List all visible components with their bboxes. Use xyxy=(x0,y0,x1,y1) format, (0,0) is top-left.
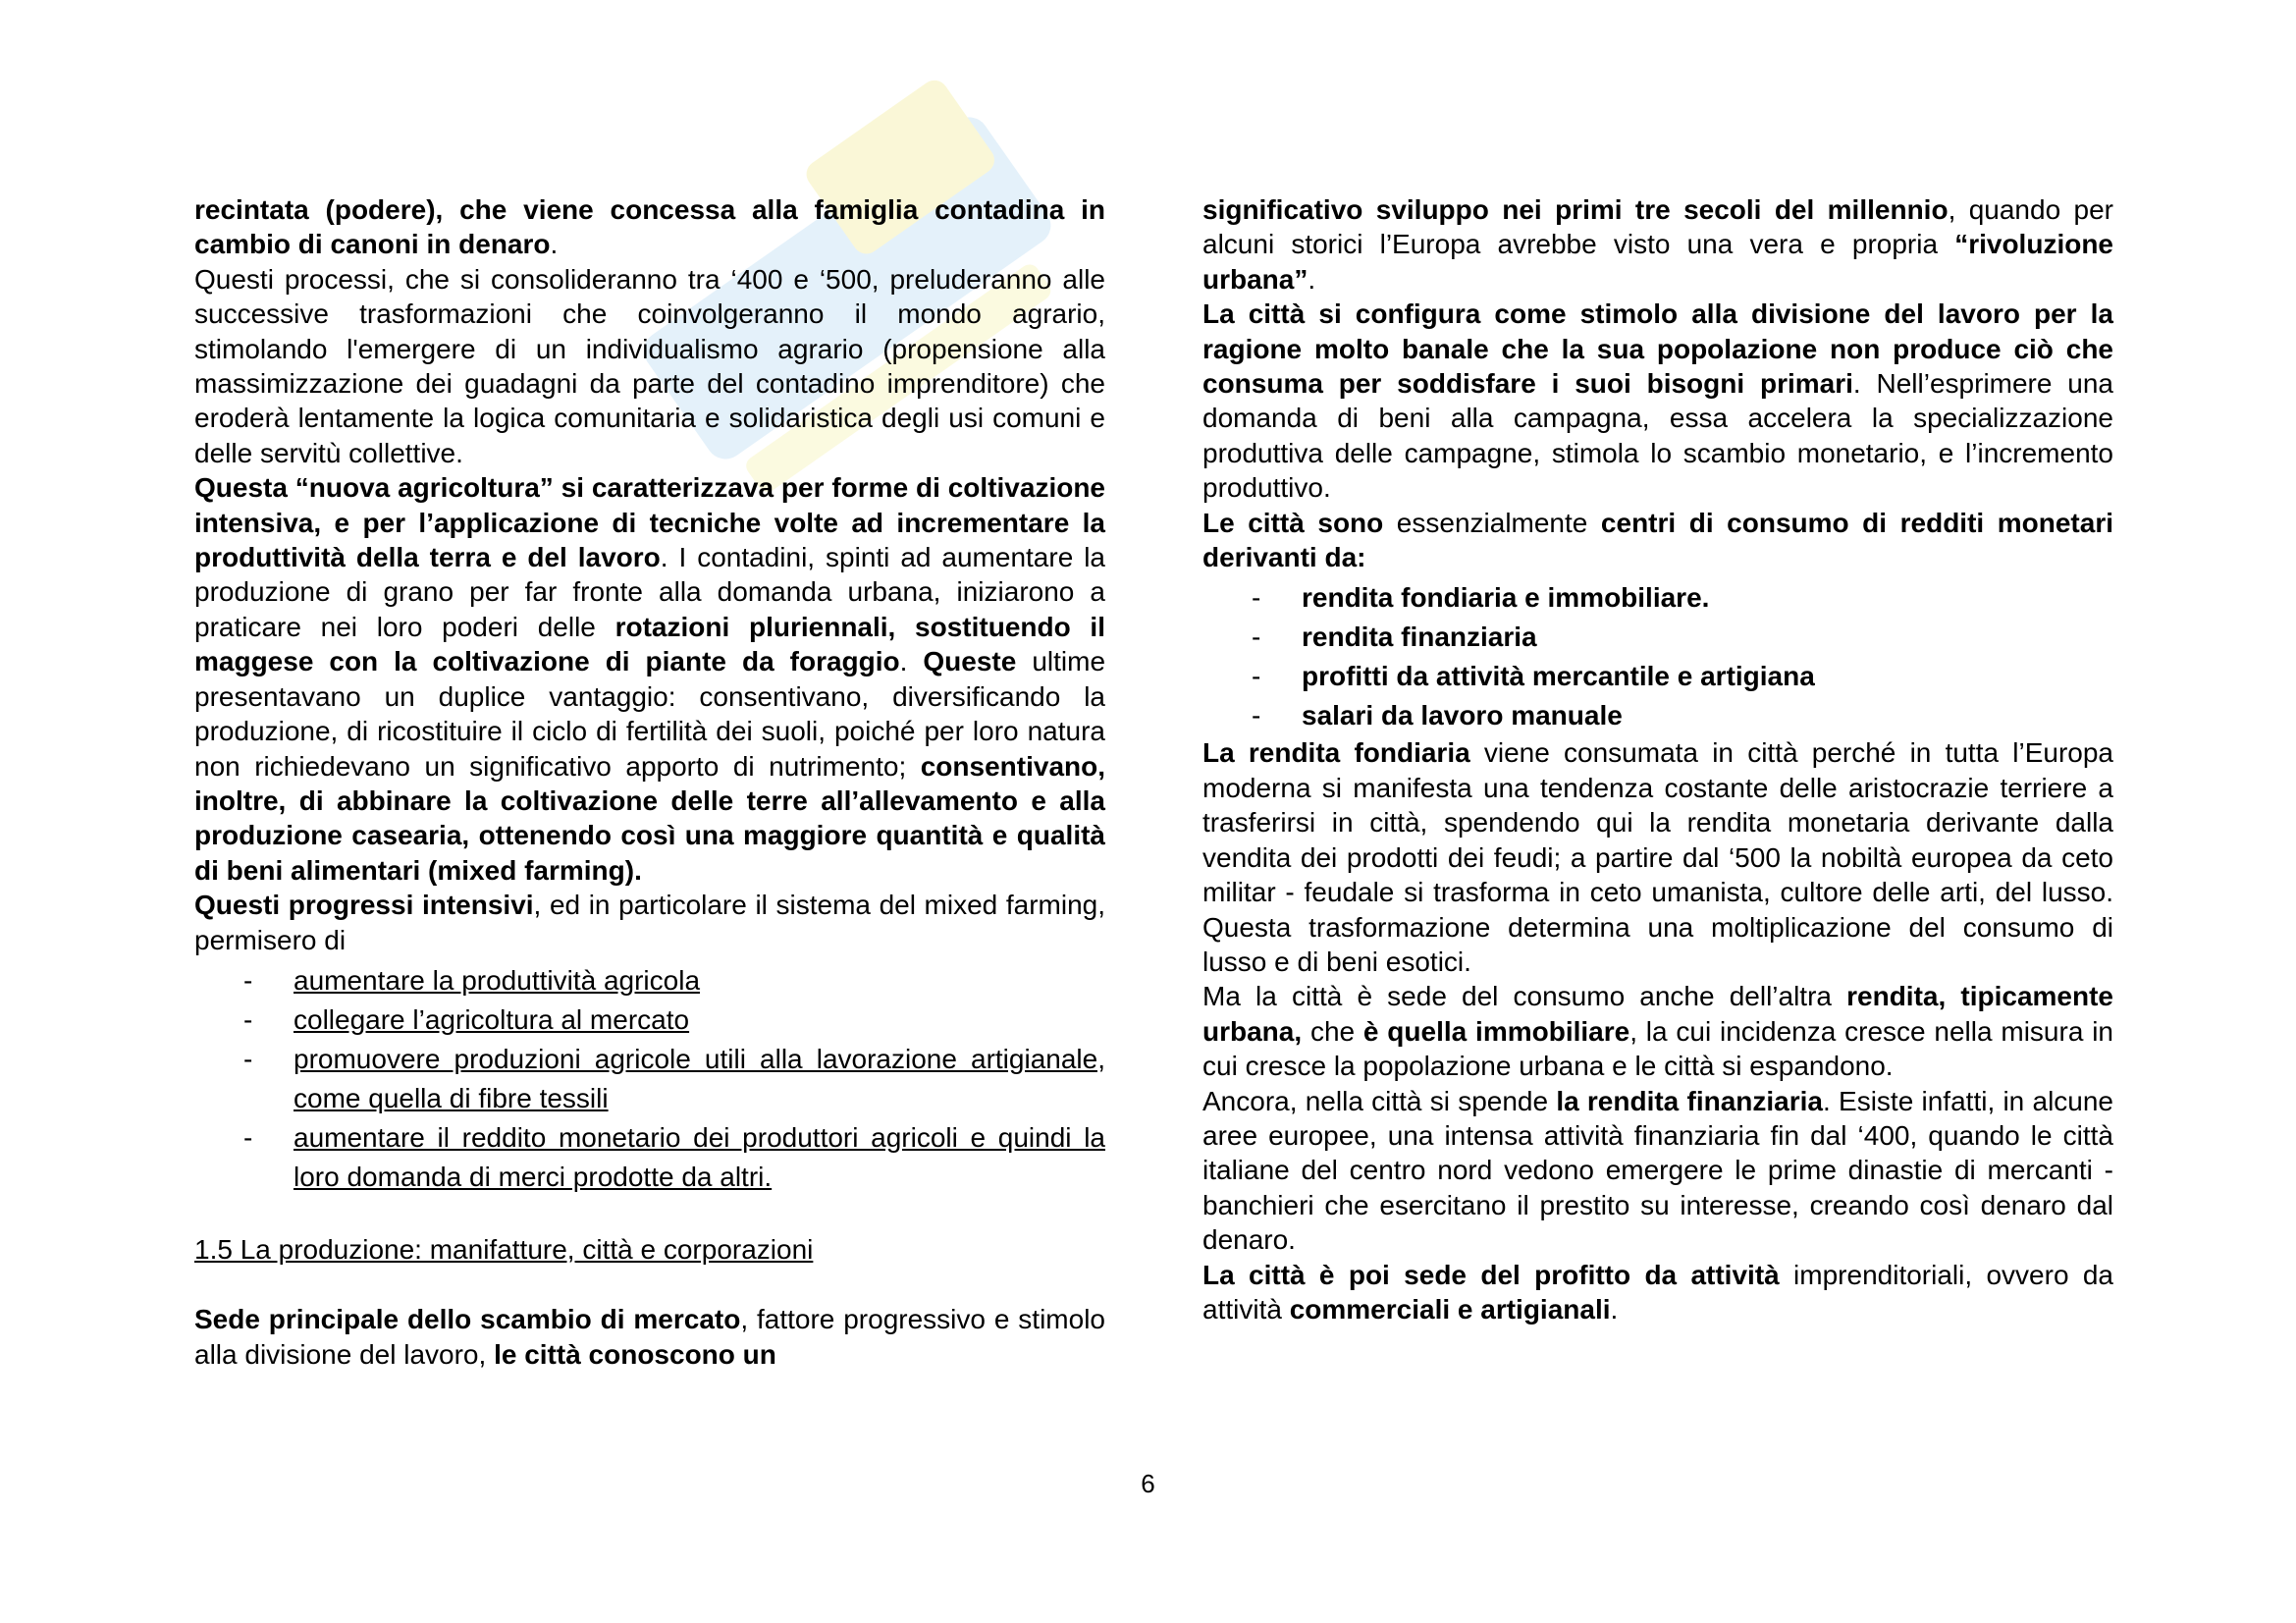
paragraph: Ma la città è sede del consumo anche dell’altra rendita, tipicamente urbana, che è quella immobiliare, la cui incidenza cresce nella misura in cui cresce la popolazione urbana e le città si espandono. xyxy=(1202,981,2114,1082)
list-item: - salari da lavoro manuale xyxy=(1252,700,1623,731)
paragraph: Le città sono essenzialmente centri di consumo di redditi monetari derivanti da: xyxy=(1202,507,2113,573)
list-item: - aumentare il reddito monetario dei produttori agricoli e quindi la loro domanda di merci prodotte da altri. xyxy=(243,1121,1105,1192)
left-column xyxy=(194,192,1105,1372)
paragraph: La rendita fondiaria viene consumata in città perché in tutta l’Europa moderna si manifesta una tendenza costante delle aristocrazie terriere a trasferirsi in città, spendendo qui la rendita monetaria derivante dalla vendita dei prodotti dei feudi; a partire dal ‘500 la nobiltà europea da ceto militar - feudale si trasforma in ceto umanista, cultore delle arti, del lusso. Questa trasformazione determina una moltiplicazione del consumo di lusso e di beni esotici. xyxy=(1202,737,2114,977)
list-item: - rendita fondiaria e immobiliare. xyxy=(1252,582,1710,614)
page-number: 6 xyxy=(1141,1469,1155,1498)
paragraph: La città si configura come stimolo alla divisione del lavoro per la ragione molto banale che la sua popolazione non produce ciò che consuma per soddisfare i suoi bisogni primari. Nell’esprimere una domanda di beni alla campagna, essa accelera la specializzazione produttiva delle campagne, stimola lo scambio monetario, e l’incremento produttivo. xyxy=(1202,298,2114,504)
paragraph: significativo sviluppo nei primi tre secoli del millennio, quando per alcuni storici l’Europa avrebbe visto una vera e propria “rivoluzione urbana”. xyxy=(1202,194,2113,295)
paragraph: Sede principale dello scambio di mercato, fattore progressivo e stimolo alla divisione del lavoro, le città conoscono un xyxy=(194,1304,1105,1370)
list-item: - profitti da attività mercantile e artigiana xyxy=(1252,661,1815,692)
paragraph: La città è poi sede del profitto da attività imprenditoriali, ovvero da attività commerciali e artigianali. xyxy=(1202,1259,2114,1325)
paragraph: Ancora, nella città si spende la rendita finanziaria. Esiste infatti, in alcune aree europee, una intensa attività finanziaria fin dal ‘400, quando le città italiane del centro nord vedono emergere le prime dinastie di mercanti - banchieri che esercitano il prestito su interesse, creando così denaro dal denaro. xyxy=(1202,1085,2114,1256)
paragraph: Questi processi, che si consolideranno tra ‘400 e ‘500, preluderanno alle successive trasformazioni che coinvolgeranno il mondo agrario, stimolando l'emergere di un individualismo agrario (propensione alla massimizzazione dei guadagni da parte del contadino imprenditore) che eroderà lentamente la logica comunitaria e solidaristica degli usi comuni e delle servitù collettive. xyxy=(194,263,1105,468)
section-heading: 1.5 La produzione: manifatture, città e corporazioni xyxy=(194,1233,814,1265)
list-item: - aumentare la produttività agricola xyxy=(243,964,701,996)
paragraph: Questa “nuova agricoltura” si caratterizzava per forme di coltivazione intensiva, e per l’applicazione di tecniche volte ad incrementare la produttività della terra e del lavoro. I contadini, spinti ad aumentare la produzione di grano per far fronte alla domanda urbana, iniziarono a praticare nei loro poderi delle rotazioni pluriennali, sostituendo il maggese con la coltivazione di piante da foraggio. Queste ultime presentavano un duplice vantaggio: consentivano, diversificando la produzione, di ricostituire il ciclo di fertilità dei suoli, poiché per loro natura non richiedevano un significativo apporto di nutrimento; consentivano, inoltre, di abbinare la coltivazione delle terre all’allevamento e alla produzione casearia, ottenendo così una maggiore quantità e qualità di beni alimentari (mixed farming). xyxy=(194,472,1106,886)
list-item: - promuovere produzioni agricole utili alla lavorazione artigianale, come quella di fibre tessili xyxy=(243,1043,1105,1113)
bullet-list xyxy=(194,961,1105,1197)
bullet-list xyxy=(1202,578,2113,735)
list-item: - collegare l’agricoltura al mercato xyxy=(243,1003,690,1035)
list-item: - rendita finanziaria xyxy=(1252,622,1537,653)
paragraph: Questi progressi intensivi, ed in particolare il sistema del mixed farming, permisero di xyxy=(194,890,1106,955)
paragraph: recintata (podere), che viene concessa alla famiglia contadina in cambio di canoni in denaro. xyxy=(194,194,1105,260)
right-column xyxy=(1202,192,2113,1326)
